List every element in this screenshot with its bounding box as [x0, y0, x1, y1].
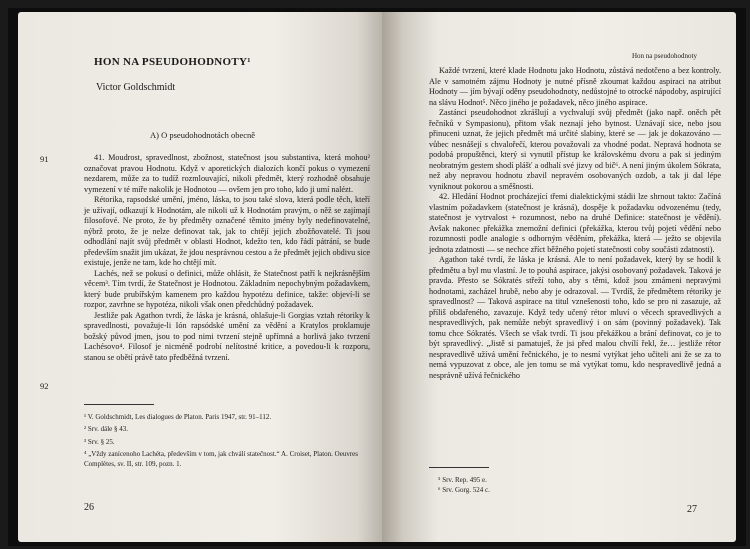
paragraph: Každé tvrzení, které klade Hodnotu jako Hodnotu, zůstává nedotčeno a bez kontroly. Ale v samotném zájmu Hodnoty je nutné přísně zkoumat každou aspiraci na atribut Hodnoty — jím bývají oděny pseudohodnoty, nedůstojné to otrocké nápodoby, aspirující na slávu Hodnot⁵. Něco jiného je požadavek, něco jiného aspirace.: [429, 66, 721, 107]
running-head: Hon na pseudohodnoty: [632, 52, 697, 60]
left-footnotes: [84, 413, 368, 472]
footnote: ⁶ Srv. Gorg. 524 c.: [438, 486, 490, 494]
author-name: Victor Goldschmidt: [96, 82, 176, 93]
paragraph: Jestliže pak Agathon tvrdí, že láska je krásná, ohlašuje-li Gorgias vztah rétoriky k spravedlnosti, považuje-li Ión rapsódské umění za vědění a Kratylos proklamuje božský původ jmen, jsou to pod nimi tvrzení stejně upřímná a horlivá jako tvrzení Lachésovo⁴. Filosof je nicméně podrobí nelítostné kritice, a povedou-li k rozporu, stanou se obětí právě tato předběžná tvrzení.: [84, 310, 370, 362]
left-page: [18, 12, 382, 542]
right-page: [382, 12, 736, 542]
chapter-title: HON NA PSEUDOHODNOTY¹: [94, 56, 251, 68]
footnote: ² Srv. dále § 43.: [84, 425, 129, 434]
right-footnotes: [438, 475, 638, 495]
left-body-text: [84, 153, 370, 363]
paragraph: 41. Moudrost, spravedlnost, zbožnost, statečnost jsou substantiva, která mohou² označovat pravou Hodnotu. Když v aporetických dialozích končí pokus o vymezení nezdarem, může za to tudíž rozmlouvající, nikoli předmět, který rozhodně obsahuje vymezení v té míře nakolik je Hodnotou — ovšem jen pro toho, kdo ji umí nalézt.: [84, 153, 370, 194]
paragraph: Zastánci pseudohodnot zkrášlují a vychvalují svůj předmět (jako např. oněch pět řečníků v Sympasionu), přitom však neznají jeho bytnost. Uznávají sice, nebo jsou přinuceni uznat, že jejich předmět má určité slabiny, které se — jak je dokazováno — vůbec nesnášejí s chvalořečí, kterou považovali za vhodné podat. Nepravá hodnota se podobá propuštěnci, který si vynutil přístup ke královskému dvoru a pak si jediným neobratným gestem shodí plášť a odhalí své jizvy od bič⁶. A není jiným úkolem Sókrata, než aby nepravou hodnotu zbavil nepravém osobovaných ozdob, a tak ji dal lépe vyniknout pokorou a směšnosti.: [429, 108, 721, 191]
paragraph: 42. Hledání Hodnot procházející třemi dialektickými stádii lze shrnout takto: Začíná vlastním požadavkem (statečnost je krásná), dospěje k požadavku odvozenému (tedy, statečnost je vytrvalost + rozumnost, nebo na druhé Definice: statečnost je vědění). Avšak nakonec překážka znemožní definici (překážka, kterou tvůj pojetí vědění nebo rozumnosti podle analogie s odborným věděním, překážka, která — ježto se objevila jednota zdatnosti — se nechce zříct běžného pojetí statečnosti coby součásti zdatnosti).: [429, 192, 721, 254]
footnote: ¹ V. Goldschmidt, Les dialogues de Platon. Paris 1947, str. 91–112.: [84, 413, 272, 421]
footnote-rule: [429, 467, 489, 468]
margin-page-ref: 91: [40, 154, 49, 164]
paragraph: Lachés, než se pokusí o definici, může ohlásit, že Statečnost patří k nejkrásnějším věcem³. Tím tvrdí, že Statečnost je Hodnotou. Základním nepochybným požadavkem, který bude prubířským kamenem pro každou hypotézu definice, takže: objeví-li se rozpor, zavrhne se hypotéza, nikoli však onen předchůdný požadavek.: [84, 268, 370, 309]
footnote: ⁴ „Vždy zanícenoho Lachéta, především v tom, jak chválí statečnost.“ A. Croiset, Platon. Oeuvres Complètes, sv. II, str. 109, pozn. 1.: [84, 450, 358, 468]
margin-page-ref: 92: [40, 381, 49, 391]
page-number: 27: [687, 504, 697, 515]
section-heading: A) O pseudohodnotách obecně: [150, 130, 256, 140]
footnote: ³ Srv. § 25.: [84, 437, 115, 446]
footnote: ⁵ Srv. Rep. 495 e.: [438, 476, 487, 484]
paragraph: Agathon také tvrdí, že láska je krásná. Ale to není požadavek, který by se hodil k předmětu a byl mu vlastní. Je to pouhá aspirace, jakýsi osobovaný požadavek. Taková je pravda. Přesto se Sókratés střeží toho, aby s těmi, kdož jsou zmámeni nepravými hodnotami, zacházel hrubě, nebo aby je odrazoval. — Tvrdíš, že předmětem rétoriky je spravedlnost? — Taková aspirace na titul vznešenosti toho, kdo se pro ni zasazuje, až příliš obdařeného, zavazuje. Když tedy učený rétor mluví o věcech spravedlivých a nespravedlivých, pak nemůže nebýt spravedlivý i on sám (povinný požadavek). Tak tomu chce Sókratés. Všech se však tvrdí. Ti jsou překážkou a brání definovat, co je to být spravedlivý. „Jistě si pamatuješ, že jsi před malou chvílí řekl, že… jestliže rétor nespravedlivě užívá umění řečnického, je to nesmí vytýkat jeho učiteli ani že se za to nemá vypuzovat z obce, ale jen tomu se má vytýkat tomu, kdo nespravedlivě jedná a nesprávně užívá řečnického: [429, 255, 721, 380]
page-number: 26: [84, 502, 94, 513]
footnote-rule: [84, 404, 154, 405]
paragraph: Rétorika, rapsodské umění, jméno, láska, to jsou také slova, která podle těch, kteří je užívají, odkazují k Hodnotám, ale nikoli už k Hodnotám pravým, o něž se zajímají filosofové. Ne proto, že by předměty označené těmito jmény byly nedefinovatelné, nýbrž proto, že je nelze definovat tak, jak to chtějí jejich zbožňovatelé. Ti jsou odhodlání najít svůj předmět v oblasti Hodnot, kdežto ten, kdo řádí pátrání, se bude především snažit jim ukázat, že jdou nesprávnou cestou a že předmět jejich obdivu sice existuje, jenže ne tam, kde ho chtějí mít.: [84, 195, 371, 267]
open-book: [8, 8, 746, 546]
right-body-text: [429, 66, 721, 381]
